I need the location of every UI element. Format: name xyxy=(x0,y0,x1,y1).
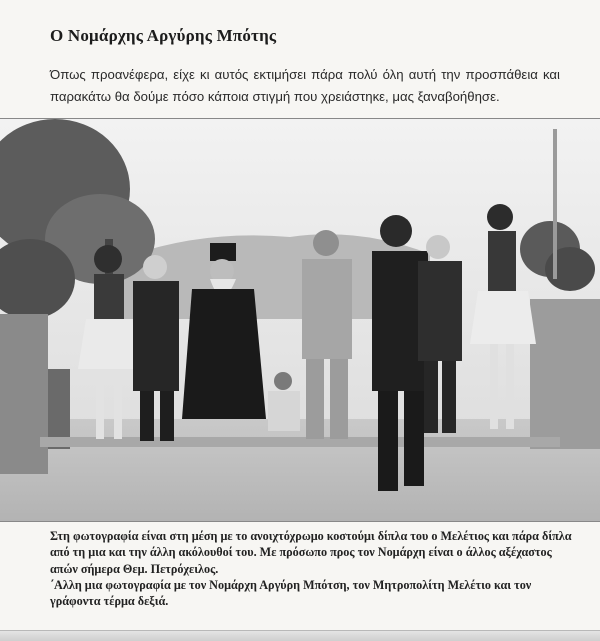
photo-wall-left xyxy=(0,314,48,474)
historical-photograph xyxy=(0,118,600,522)
photo-caption xyxy=(50,528,580,609)
page-title: Ο Νομάρχης Αργύρης Μπότης xyxy=(50,26,277,45)
intro-paragraph: Όπως προανέφερα, είχε κι αυτός εκτιμήσει πάρα πολύ όλη αυτή την προσπάθεια και παρακάτω θα δούμε πόσο κάποια στιγμή που χρειάστηκε, μας ξαναβοήθησε. xyxy=(50,67,560,104)
photo-pole xyxy=(553,129,557,279)
photo-wall-right xyxy=(530,299,600,449)
caption-paragraph-1: Στη φωτογραφία είναι στη μέση με το ανοιχτόχρωμο κοστούμι δίπλα του ο Μελέτιος και πάρα δίπλα από τη μια και την άλλη ακόλουθοί του. Με πρόσωπο προς τον Νομάρχη είναι ο άλλος αξέχαστος απών σήμερα Θεμ. Πετρόχειλος. xyxy=(50,529,572,576)
caption-paragraph-2: ΄Αλλη μια φωτογραφία με τον Νομάρχη Αργύρη Μπότση, τον Μητροπολίτη Μελέτιο και τον γράφοντα τέρμα δεξιά. xyxy=(50,577,532,609)
page-bottom-edge xyxy=(0,630,600,641)
photo-ground xyxy=(0,419,600,521)
